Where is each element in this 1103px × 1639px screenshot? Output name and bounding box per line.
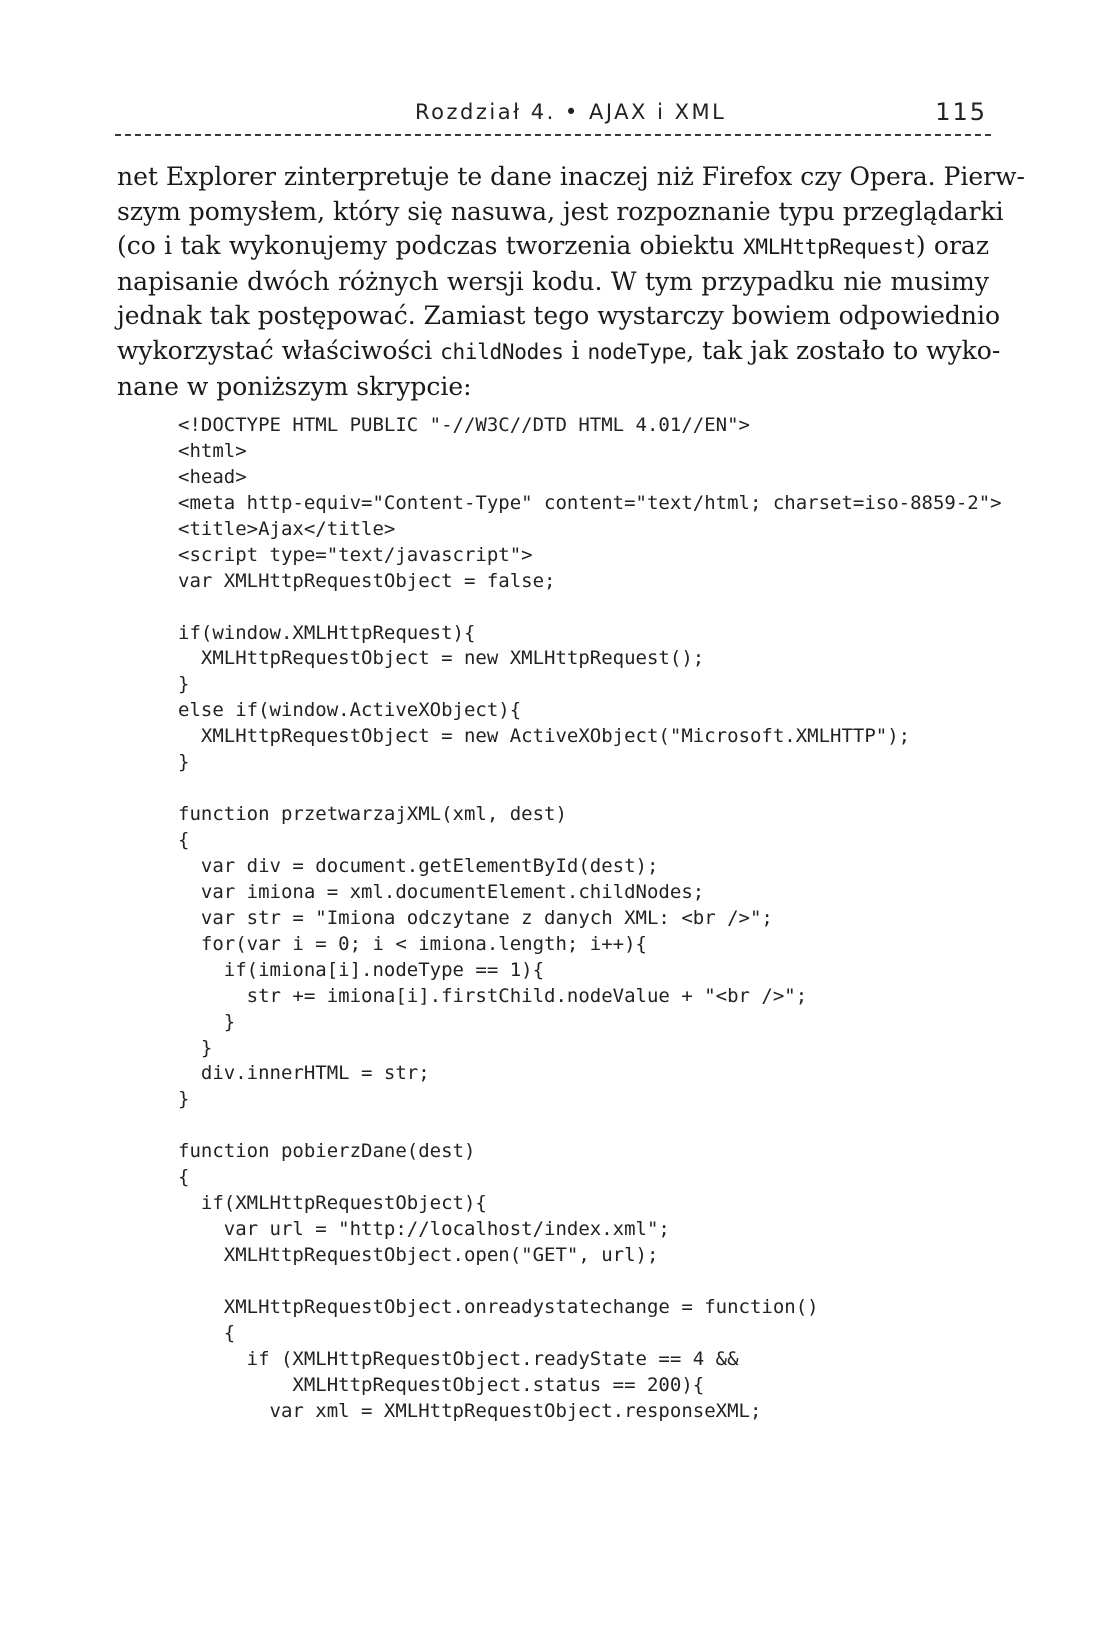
code-line: <title>Ajax</title>	[178, 517, 396, 540]
code-line: {	[178, 829, 190, 851]
code-line: else if(window.ActiveXObject){	[178, 699, 522, 722]
code-line: if(XMLHttpRequestObject){	[178, 1192, 487, 1215]
code-line: {	[178, 1166, 190, 1189]
paragraph-text: wykorzystać właściwości	[117, 335, 441, 365]
paragraph-text: i	[563, 335, 588, 365]
inline-code: nodeType	[587, 339, 687, 364]
code-line	[178, 1113, 1002, 1139]
code-line: div.innerHTML = str;	[178, 1062, 430, 1085]
paragraph-text: ) oraz	[915, 231, 990, 261]
code-line: function pobierzDane(dest)	[178, 1140, 476, 1163]
paragraph-text: szym pomysłem, który się nasuwa, jest rozpoznanie typu przeglądarki	[117, 196, 1004, 226]
code-line: <meta http-equiv="Content-Type" content="text/html; charset=iso-8859-2">	[178, 491, 1002, 514]
code-line: XMLHttpRequestObject.open("GET", url);	[178, 1244, 659, 1266]
code-line: if(imiona[i].nodeType == 1){	[178, 958, 545, 981]
code-line: if(window.XMLHttpRequest){	[178, 621, 476, 644]
paragraph-text: net Explorer zinterpretuje te dane inaczej niż Firefox czy Opera. Pierw-	[117, 162, 1025, 191]
paragraph-line	[117, 334, 1001, 370]
code-line: var XMLHttpRequestObject = false;	[178, 569, 556, 592]
code-line: var url = "http://localhost/index.xml";	[178, 1218, 670, 1241]
code-line: var str = "Imiona odczytane z danych XML: <br />";	[178, 906, 773, 929]
code-line: for(var i = 0; i < imiona.length; i++){	[178, 932, 647, 955]
paragraph-line	[117, 160, 1025, 195]
inline-code: childNodes	[440, 339, 564, 364]
code-line: }	[178, 1010, 236, 1033]
code-line: {	[178, 1321, 236, 1344]
code-line	[178, 1269, 1002, 1295]
chapter-title: Rozdział 4. • AJAX i XML	[415, 100, 727, 124]
paragraph-text: , tak jak zostało to wyko-	[686, 335, 1001, 365]
code-line: }	[178, 751, 190, 774]
code-line: XMLHttpRequestObject = new XMLHttpRequest();	[178, 647, 705, 670]
paragraph-text: (co i tak wykonujemy podczas tworzenia obiektu	[117, 231, 744, 261]
page-number: 115	[935, 98, 987, 126]
code-line: var div = document.getElementById(dest);	[178, 854, 659, 877]
inline-code: XMLHttpRequest	[743, 235, 916, 260]
code-line: }	[178, 673, 190, 696]
paragraph-line	[117, 229, 989, 265]
code-line: <!DOCTYPE HTML PUBLIC "-//W3C//DTD HTML 4.01//EN">	[178, 414, 750, 436]
code-line: XMLHttpRequestObject = new ActiveXObject("Microsoft.XMLHTTP");	[178, 725, 911, 748]
paragraph-line	[117, 370, 989, 405]
code-line	[178, 595, 1002, 621]
running-header	[115, 96, 991, 136]
paragraph-text: nane w poniższym skrypcie:	[117, 371, 472, 401]
code-line: function przetwarzajXML(xml, dest)	[178, 803, 567, 826]
code-line: if (XMLHttpRequestObject.readyState == 4 &&	[178, 1347, 739, 1370]
code-line: <html>	[178, 439, 247, 462]
code-line: <head>	[178, 465, 247, 488]
code-line: str += imiona[i].firstChild.nodeValue + "<br />";	[178, 984, 808, 1007]
code-line: XMLHttpRequestObject.onreadystatechange = function()	[178, 1295, 819, 1318]
code-line: <script type="text/javascript">	[178, 543, 533, 566]
code-line	[178, 776, 1002, 802]
code-line: var xml = XMLHttpRequestObject.responseXML;	[178, 1399, 762, 1422]
code-line: }	[178, 1088, 190, 1111]
code-line: XMLHttpRequestObject.status == 200){	[178, 1373, 705, 1396]
paragraph-line	[117, 195, 1004, 230]
code-line: var imiona = xml.documentElement.childNodes;	[178, 880, 705, 903]
paragraph-text: napisanie dwóch różnych wersji kodu. W tym przypadku nie musimy	[117, 266, 989, 296]
paragraph-line	[117, 299, 1001, 334]
body-paragraph	[117, 160, 1025, 404]
code-line: }	[178, 1036, 213, 1059]
paragraph-text: jednak tak postępować. Zamiast tego wystarczy bowiem odpowiednio	[117, 301, 1001, 331]
paragraph-line	[117, 265, 989, 300]
code-listing	[178, 413, 1002, 1425]
